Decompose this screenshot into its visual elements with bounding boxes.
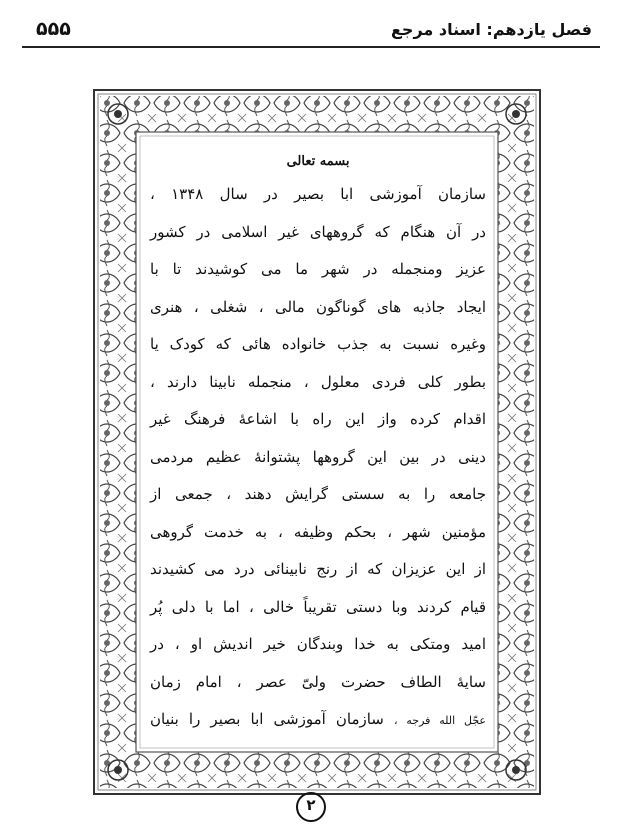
text-line: از این عزیزان که از رنج نابینائی درد می کشیدند (150, 560, 486, 578)
honorific-phrase: عجّل الله فرجه ، (394, 714, 486, 727)
text-line: مؤمنین شهر ، بحکم وظیفه ، به خدمت گروهی (150, 522, 486, 541)
text-line: اقدام کرده واز این راه با اشاعهٔ فرهنگ غیر (150, 410, 486, 428)
text-line-last-rest: سازمان آموزشی ابا بصیر را بنیان (150, 710, 384, 728)
text-line: ایجاد جاذبه های گوناگون مالی ، شغلی ، هنری (150, 297, 486, 316)
text-line: عزیز ومنجمله در شهر ما می کوشیدند تا با (150, 260, 486, 278)
text-line: امید ومتکی به خدا وبندگان خیر اندیش او ، در (150, 635, 486, 653)
text-line-last (150, 701, 486, 739)
invocation-heading: بسمه تعالی (286, 154, 350, 169)
text-line: در آن هنگام که گروههای غیر اسلامی در کشور (150, 222, 486, 241)
text-line: جامعه را به سستی گرایش دهند ، جمعی از (150, 485, 486, 503)
text-line: بطور کلی فردی معلول ، منجمله نابینا دارند ، (150, 372, 486, 391)
folio-number: ۲ (306, 796, 316, 814)
chapter-title: فصل یازدهم: اسناد مرجع (391, 20, 592, 39)
page-number: ۵۵۵ (36, 18, 71, 40)
document-body (150, 150, 486, 739)
running-header (22, 14, 600, 48)
text-line: دینی در بین این گروهها پشتوانهٔ عظیم مردمی (150, 447, 486, 466)
text-line: سایهٔ الطاف حضرت ولیّ عصر ، امام زمان (150, 672, 486, 691)
text-line: سازمان آموزشی ابا بصیر در سال ۱۳۴۸ ، (150, 185, 486, 203)
text-line: وغیره نسبت به جذب خانواده هائی که کودک یا (150, 335, 486, 353)
text-line: قیام کردند وبا دستی تقریباً خالی ، اما با دلی پُر (150, 597, 486, 616)
folio-marker (296, 792, 326, 822)
